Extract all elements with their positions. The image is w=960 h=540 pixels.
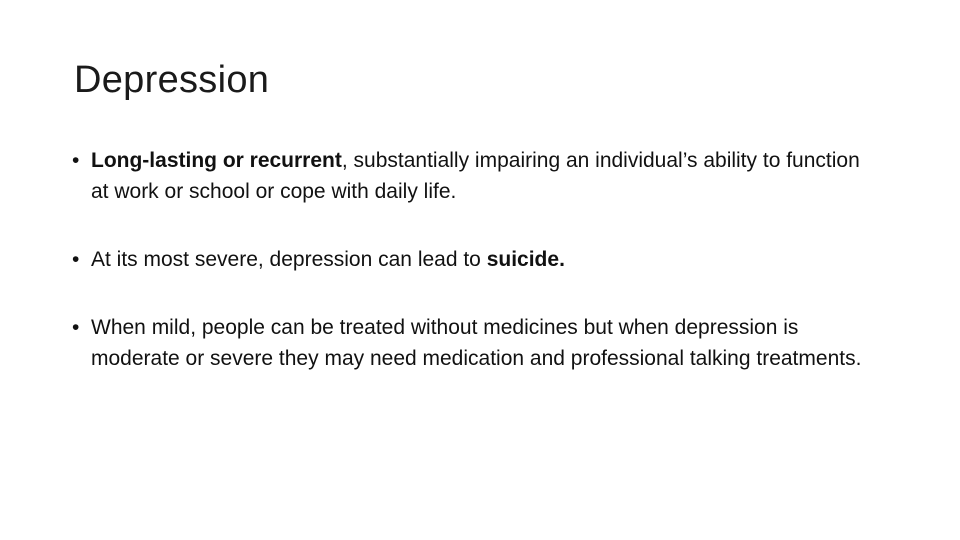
bullet-dot-icon: •: [72, 248, 80, 271]
bullet-dot-icon: •: [72, 316, 80, 339]
bullet-dot-icon: •: [72, 149, 80, 172]
bullet-text: When mild, people can be treated without medicines but when depression is moderate or severe they may need medication and professional talking treatments.: [91, 316, 862, 370]
slide-title: Depression: [74, 59, 270, 101]
bullet-bold-text: suicide.: [486, 248, 565, 271]
bullet-text: , substantially impairing an individual’s ability to function at work or school or cope with daily life.: [91, 149, 860, 203]
bullet-item-severe: [72, 244, 872, 275]
bullet-text: At its most severe, depression can lead to: [91, 248, 487, 271]
bullet-bold-text: Long-lasting or recurrent: [91, 149, 342, 172]
bullet-item-chronic: [72, 145, 872, 207]
bullet-list: [72, 145, 872, 374]
bullet-item-treatment: [72, 312, 872, 374]
